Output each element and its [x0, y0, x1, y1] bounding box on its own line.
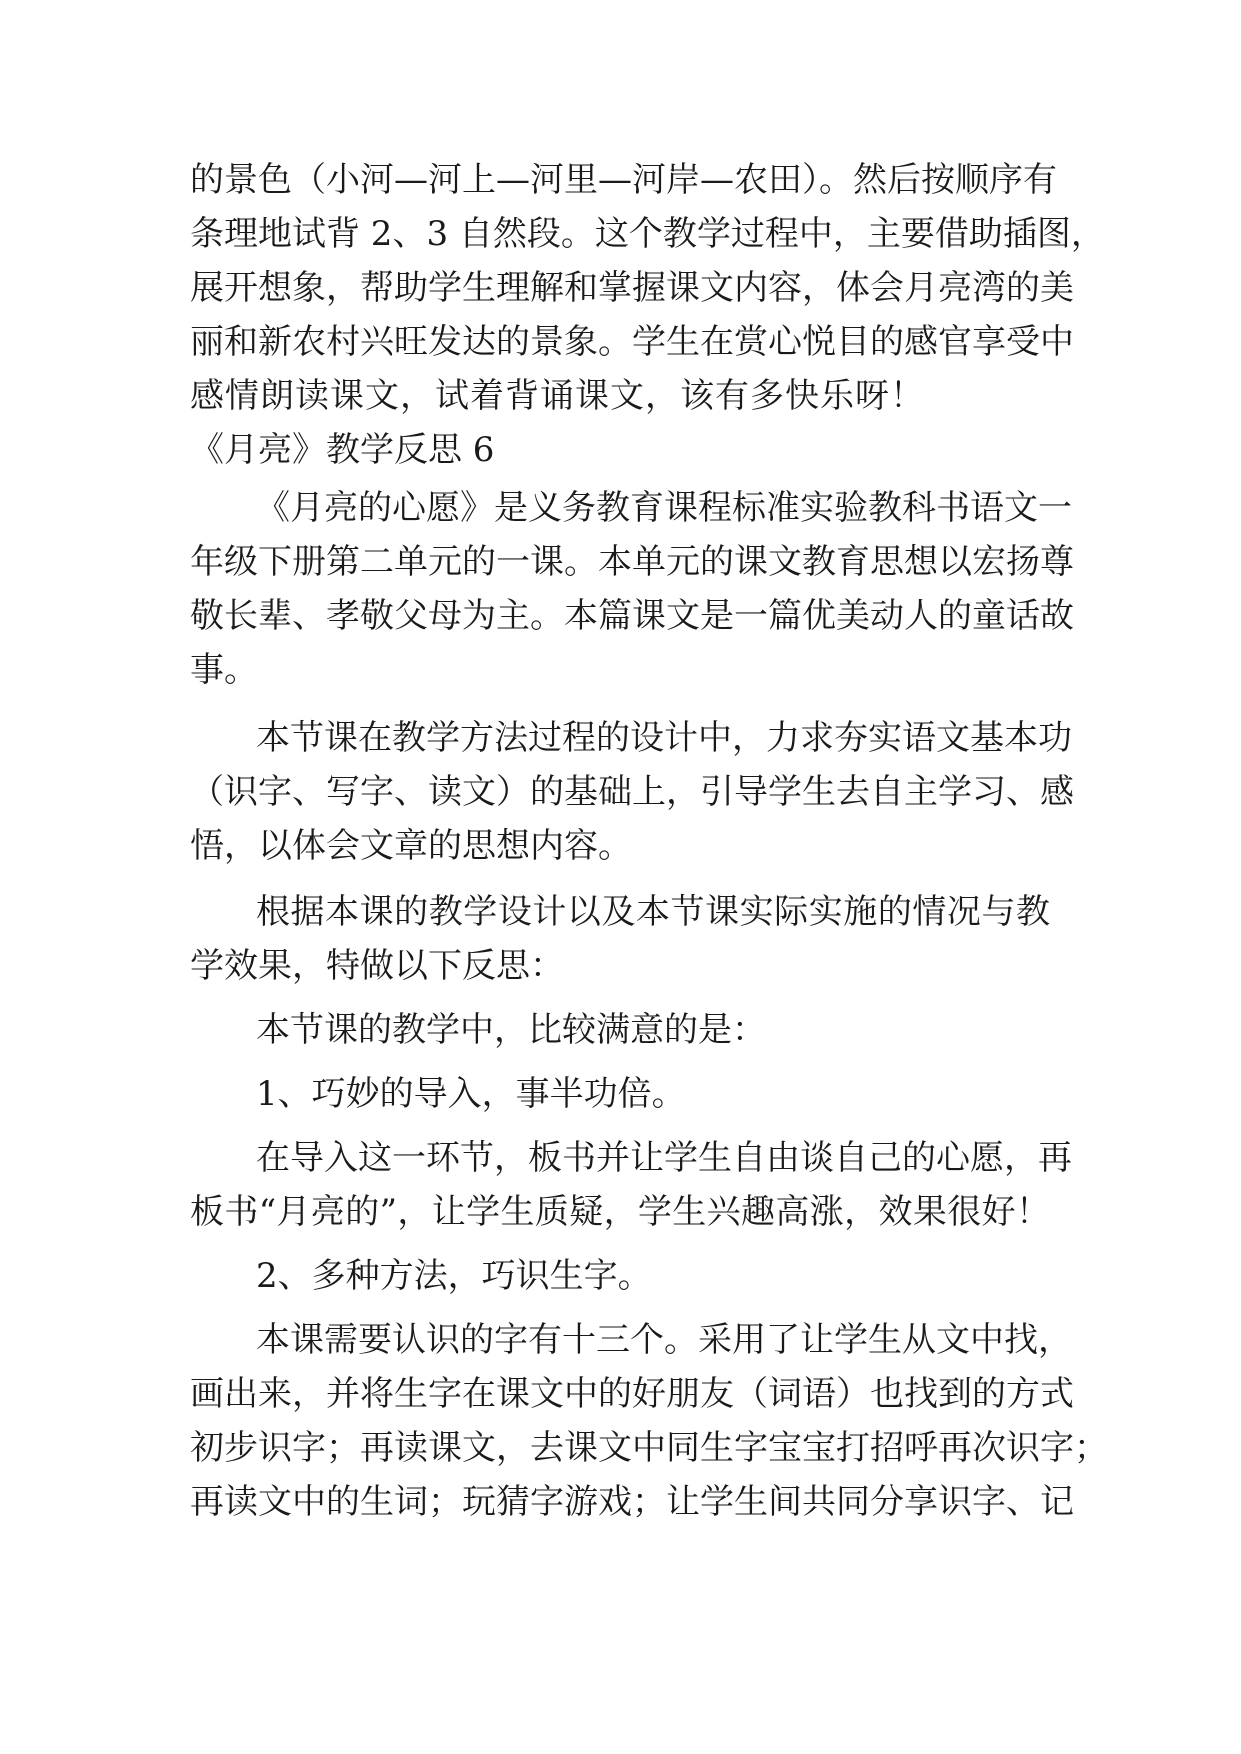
text-line: 学效果，特做以下反思： [190, 946, 564, 986]
text-line: 板书“月亮的”，让学生质疑，学生兴趣高涨，效果很好！ [190, 1192, 1050, 1232]
text-line: 事。 [190, 650, 258, 690]
text-line: 根据本课的教学设计以及本节课实际实施的情况与教 [256, 892, 1050, 932]
text-line: 年级下册第二单元的一课。本单元的课文教育思想以宏扬尊 [190, 542, 1074, 582]
text-line: 本节课的教学中，比较满意的是： [256, 1010, 766, 1050]
text-line: 本节课在教学方法过程的设计中，力求夯实语文基本功 [256, 718, 1072, 758]
text-line: 《月亮的心愿》是义务教育课程标准实验教科书语文一 [256, 488, 1072, 528]
text-line: 感情朗读课文，试着背诵课文，该有多快乐呀！ [190, 376, 925, 416]
text-line: 1、巧妙的导入，事半功倍。 [256, 1074, 686, 1114]
text-line: 展开想象，帮助学生理解和掌握课文内容，体会月亮湾的美 [190, 268, 1074, 308]
text-line: （识字、写字、读文）的基础上，引导学生去自主学习、感 [190, 772, 1074, 812]
text-line: 敬长辈、孝敬父母为主。本篇课文是一篇优美动人的童话故 [190, 596, 1074, 636]
text-line: 画出来，并将生字在课文中的好朋友（词语）也找到的方式 [190, 1374, 1074, 1414]
text-line: 悟，以体会文章的思想内容。 [190, 826, 632, 866]
text-line: 初步识字；再读课文，去课文中同生字宝宝打招呼再次识字； [190, 1428, 1108, 1468]
section-heading: 《月亮》教学反思 6 [190, 430, 495, 470]
text-line: 在导入这一环节，板书并让学生自由谈自己的心愿，再 [256, 1138, 1072, 1178]
text-line: 本课需要认识的字有十三个。采用了让学生从文中找， [256, 1320, 1072, 1360]
text-line: 再读文中的生词；玩猜字游戏；让学生间共同分享识字、记 [190, 1482, 1074, 1522]
text-line: 2、多种方法，巧识生字。 [256, 1256, 652, 1296]
text-line: 条理地试背 2、3 自然段。这个教学过程中，主要借助插图， [190, 214, 1105, 254]
text-line: 的景色（小河—河上—河里—河岸—农田）。然后按顺序有 [190, 160, 1057, 200]
text-line: 丽和新农村兴旺发达的景象。学生在赏心悦目的感官享受中 [190, 322, 1074, 362]
